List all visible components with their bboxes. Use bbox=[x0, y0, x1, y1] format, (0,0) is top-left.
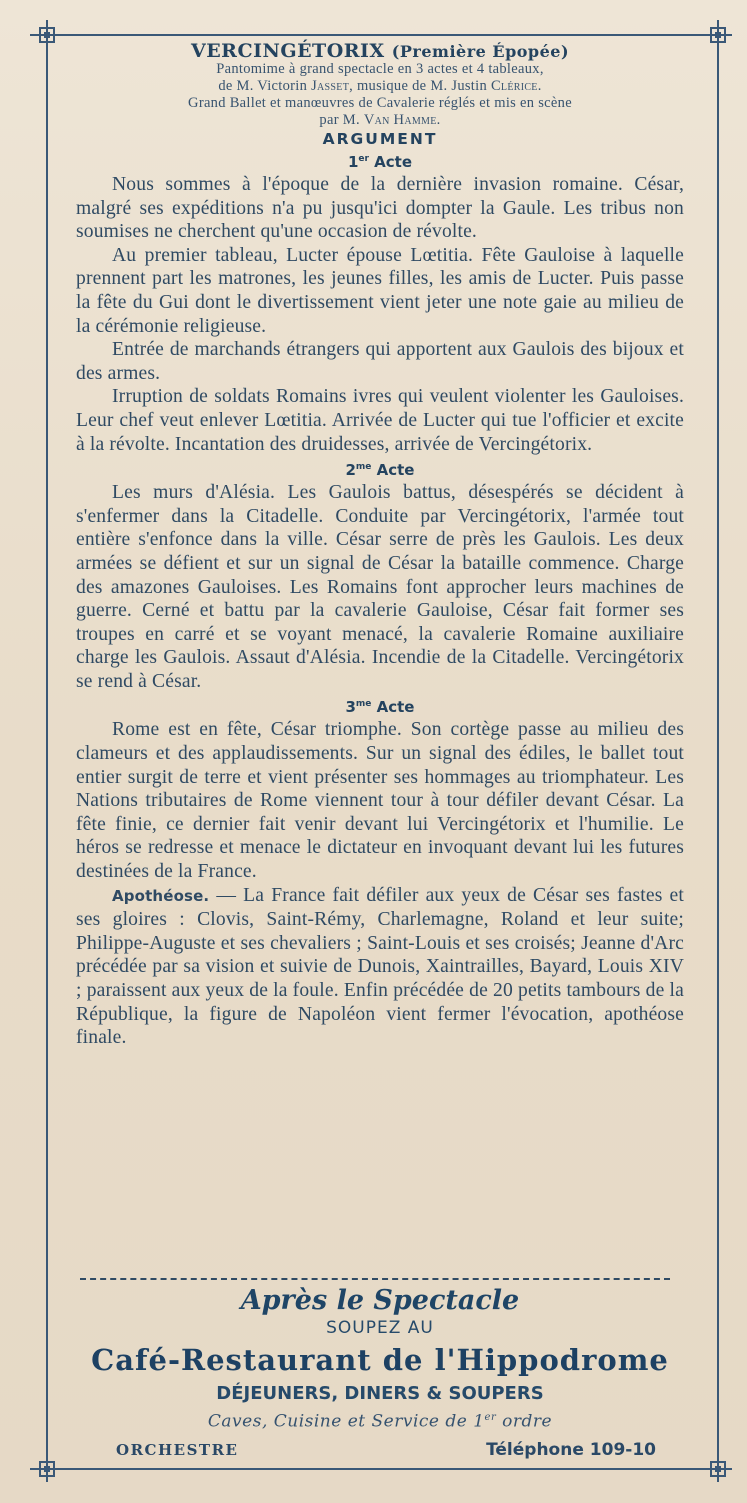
ornament-corner-icon bbox=[32, 1454, 62, 1484]
line2-prefix: de M. Victorin bbox=[218, 78, 312, 94]
frame-right bbox=[717, 20, 719, 1482]
header-line-4 bbox=[76, 112, 684, 129]
author-name: Jasset bbox=[311, 78, 350, 94]
divider bbox=[80, 1278, 670, 1280]
act-number-sup: me bbox=[355, 462, 372, 473]
act-label: Acte bbox=[374, 153, 413, 171]
act-number-sup: er bbox=[358, 154, 369, 164]
header-line-1: Pantomime à grand spectacle en 3 actes et 4 tableaux, bbox=[216, 61, 544, 77]
frame-left bbox=[46, 20, 48, 1482]
program-content bbox=[76, 42, 684, 1050]
line4-suffix: . bbox=[436, 112, 441, 128]
ornament-corner-icon bbox=[703, 1454, 733, 1484]
act-number: 1 bbox=[347, 153, 359, 171]
advertisement bbox=[76, 1284, 684, 1434]
header-line-3: Grand Ballet et manœuvres de Cavalerie réglés et mis en scène bbox=[188, 95, 572, 111]
caves-suffix: ordre bbox=[496, 1411, 553, 1432]
apotheose-lead: Apothéose. bbox=[112, 886, 210, 905]
act-paragraph: Rome est en fête, César triomphe. Son cortège passe au milieu des clameurs et des applaudissements. Sur un signal des édiles, le ballet tout entier surgit de terre et vient présenter ses hommages au triomphateur. Les Nations tributaires de Rome viennent tour à tour défiler devant César. La fête finie, ce dernier fait venir devant lui Vercingétorix et l'humilie. Le héros se redresse et menace le dictateur en invoquant devant lui les futures destinées de la France. bbox=[76, 719, 684, 883]
page-title bbox=[76, 42, 684, 61]
act-heading bbox=[76, 148, 684, 173]
subtitle-text: (Première Épopée) bbox=[391, 42, 570, 61]
header-line-2 bbox=[76, 78, 684, 95]
after-show-heading: Après le Spectacle bbox=[240, 1285, 520, 1316]
composer-name: Clérice bbox=[490, 78, 538, 94]
act-heading bbox=[76, 693, 684, 718]
ornament-corner-icon bbox=[703, 20, 733, 50]
footer-bottom-row bbox=[116, 1440, 656, 1460]
act-number: 3 bbox=[345, 698, 356, 717]
act-paragraph: Nous sommes à l'époque de la dernière invasion romaine. César, malgré ses expéditions n'a pu jusqu'ici dompter la Gaule. Les tribus non soumises ne cherchent qu'une occasion de révolte. bbox=[76, 174, 684, 243]
choreographer-name: Van Hamme bbox=[363, 112, 437, 128]
soupez-text: SOUPEZ AU bbox=[326, 1318, 434, 1338]
caves-text bbox=[76, 1406, 684, 1434]
ornament-corner-icon bbox=[32, 20, 62, 50]
act-paragraph: Entrée de marchands étrangers qui apportent aux Gaulois des bijoux et des armes. bbox=[76, 339, 684, 384]
caves-prefix: Caves, Cuisine et Service de 1 bbox=[207, 1411, 485, 1432]
apotheose-text: — La France fait défiler aux yeux de César ses fastes et ses gloires : Clovis, Saint-Rémy, Charlemagne, Roland et leur suite; Philippe-Auguste et ses chevaliers ; Saint-Louis et ses croisés; Jeanne d'Arc précédée par sa vision et suivie de Dunois, Xaintrailles, Bayard, Louis XIV ; paraissent aux yeux de la foule. Enfin précédée de 20 petits tambours de la République, la figure de Napoléon vient fermer l'évocation, apothéose finale. bbox=[76, 884, 684, 1049]
line4-prefix: par M. bbox=[319, 112, 364, 128]
restaurant-name: Café-Restaurant de l'Hippodrome bbox=[91, 1343, 669, 1377]
line2-mid: , musique de M. Justin bbox=[349, 78, 491, 94]
act-label: Acte bbox=[376, 461, 415, 480]
act-heading bbox=[76, 456, 684, 481]
act-number-sup: me bbox=[355, 699, 372, 710]
act-paragraph: Les murs d'Alésia. Les Gaulois battus, désespérés se décident à s'enfermer dans la Citadelle. Conduite par Vercingétorix, l'armée tout entière s'enfonce dans la ville. César serre de près les Gaulois. Les deux armées se défient et sur un signal de César la bataille commence. Charge des amazones Gauloises. Les Romains font approcher leurs machines de guerre. Cerné et battu par la cavalerie Gauloise, César fait former ses troupes en carré et se voyant menacé, la cavalerie Romaine auxiliaire charge les Gaulois. Assaut d'Alésia. Incendie de la Citadelle. Vercingétorix se rend à César. bbox=[76, 482, 684, 692]
act-label: Acte bbox=[376, 698, 415, 717]
argument-heading: ARGUMENT bbox=[322, 130, 438, 148]
frame-bottom bbox=[30, 1468, 732, 1470]
caves-sup: er bbox=[484, 1412, 497, 1423]
line2-suffix: . bbox=[537, 78, 542, 94]
act-paragraph: Irruption de soldats Romains ivres qui veulent violenter les Gauloises. Leur chef veut enlever Lœtitia. Arrivée de Lucter qui tue l'officier et excite à la révolte. Incantation des druidesses, arrivée de Vercingétorix. bbox=[76, 386, 684, 455]
program-header bbox=[76, 42, 684, 148]
apotheose-paragraph bbox=[76, 884, 684, 1050]
act-paragraph: Au premier tableau, Lucter épouse Lœtitia. Fête Gauloise à laquelle prennent part les matrones, les jeunes filles, les amis de Lucter. Puis passe la fête du Gui dont le divertissement vient jeter une note gaie au milieu de la cérémonie religieuse. bbox=[76, 244, 684, 337]
telephone-number: Téléphone 109-10 bbox=[486, 1440, 656, 1460]
title-text: VERCINGÉTORIX bbox=[190, 40, 385, 62]
orchestre-label: ORCHESTRE bbox=[116, 1441, 239, 1459]
services-text: DÉJEUNERS, DINERS & SOUPERS bbox=[216, 1383, 544, 1404]
act-number: 2 bbox=[345, 461, 356, 480]
frame-top bbox=[30, 34, 732, 36]
